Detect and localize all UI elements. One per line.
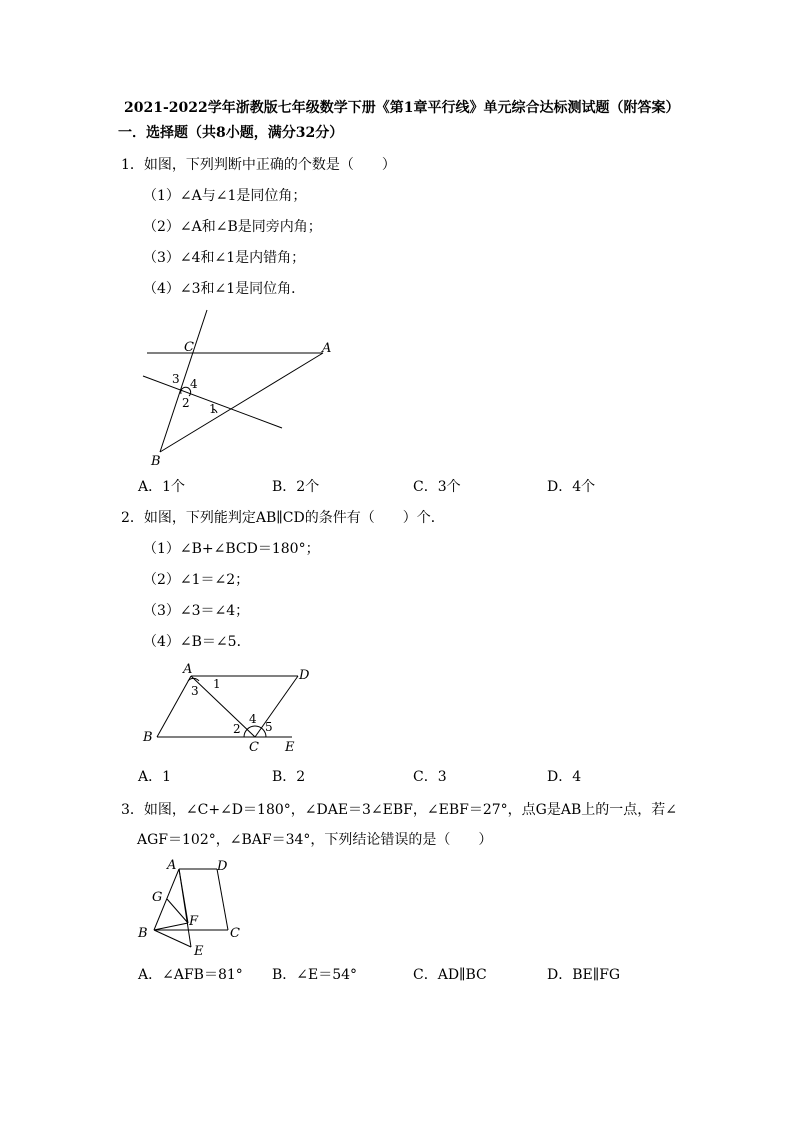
q2-item-3: （3）∠3＝∠4； (143, 603, 250, 619)
q3-label-g: G (152, 890, 163, 905)
q1-option-a: A．1个 (138, 479, 186, 495)
q1-item-1: （1）∠A与∠1是同位角； (143, 188, 307, 204)
q3-label-e: E (194, 944, 204, 959)
q2-label-e: E (285, 740, 295, 755)
q3-line-dc (217, 869, 228, 930)
q2-line-ac (191, 676, 255, 737)
q3-figure (130, 855, 260, 960)
q3-label-c: C (230, 926, 240, 941)
q1-figure (130, 305, 340, 470)
q2-item-4: （4）∠B＝∠5． (143, 634, 251, 650)
q1-item-3: （3）∠4和∠1是内错角； (143, 250, 306, 266)
q1-option-c: C．3个 (413, 479, 461, 495)
q1-item-2: （2）∠A和∠B是同旁内角； (143, 219, 322, 235)
q1-label-3: 3 (172, 372, 180, 386)
q2-stem: 2．如图，下列能判定AB∥CD的条件有（ ）个． (121, 510, 445, 526)
q1-line-bc (160, 310, 207, 452)
q3-line-bf (154, 923, 188, 930)
q2-label-1: 1 (213, 677, 221, 691)
q3-label-a: A (167, 858, 177, 873)
q3-stem-line-2: AGF＝102°，∠BAF＝34°，下列结论错误的是（ ） (137, 832, 493, 848)
q3-label-b: B (138, 926, 148, 941)
q2-figure (135, 660, 315, 760)
q2-item-2: （2）∠1＝∠2； (143, 572, 250, 588)
q2-line-ab (157, 676, 191, 737)
q3-stem-line-1: 3．如图，∠C+∠D＝180°，∠DAE＝3∠EBF，∠EBF＝27°，点G是AB上的一点，若∠ (121, 802, 677, 818)
q3-label-f: F (189, 914, 199, 929)
q2-option-a: A．1 (138, 769, 172, 785)
q1-label-b: B (151, 454, 161, 469)
q3-option-b: B．∠E＝54° (272, 967, 358, 983)
q2-label-d: D (299, 668, 310, 683)
q3-option-c: C．AD∥BC (413, 967, 487, 983)
q2-label-a: A (183, 662, 193, 677)
q1-label-a: A (322, 341, 332, 356)
q1-item-4: （4）∠3和∠1是同位角． (143, 281, 306, 297)
q2-label-5: 5 (265, 720, 273, 734)
q3-line-be (154, 930, 191, 947)
q2-label-4: 4 (249, 712, 257, 726)
q2-option-b: B．2 (272, 769, 306, 785)
document-title: 2021-2022学年浙教版七年级数学下册《第1章平行线》单元综合达标测试题（附答案） (124, 100, 680, 116)
q2-label-b: B (143, 730, 153, 745)
section-heading: 一．选择题（共8小题，满分32分） (118, 125, 344, 141)
q3-label-d: D (217, 859, 228, 874)
q2-angle-arc-245 (244, 726, 266, 737)
q2-label-3: 3 (191, 684, 199, 698)
q2-label-c: C (249, 740, 259, 755)
q2-item-1: （1）∠B+∠BCD＝180°； (143, 541, 320, 557)
q2-label-2: 2 (233, 722, 241, 736)
q1-label-1: 1 (209, 402, 217, 416)
q1-option-d: D．4个 (547, 479, 596, 495)
q1-label-2: 2 (182, 396, 190, 410)
q3-option-a: A．∠AFB＝81° (138, 967, 243, 983)
q2-option-d: D．4 (547, 769, 582, 785)
q1-label-c: C (184, 340, 194, 355)
q1-stem: 1．如图，下列判断中正确的个数是（ ） (121, 157, 396, 173)
q2-option-c: C．3 (413, 769, 447, 785)
q3-option-d: D．BE∥FG (547, 967, 621, 983)
q1-label-4: 4 (190, 377, 198, 391)
q1-option-b: B．2个 (272, 479, 320, 495)
